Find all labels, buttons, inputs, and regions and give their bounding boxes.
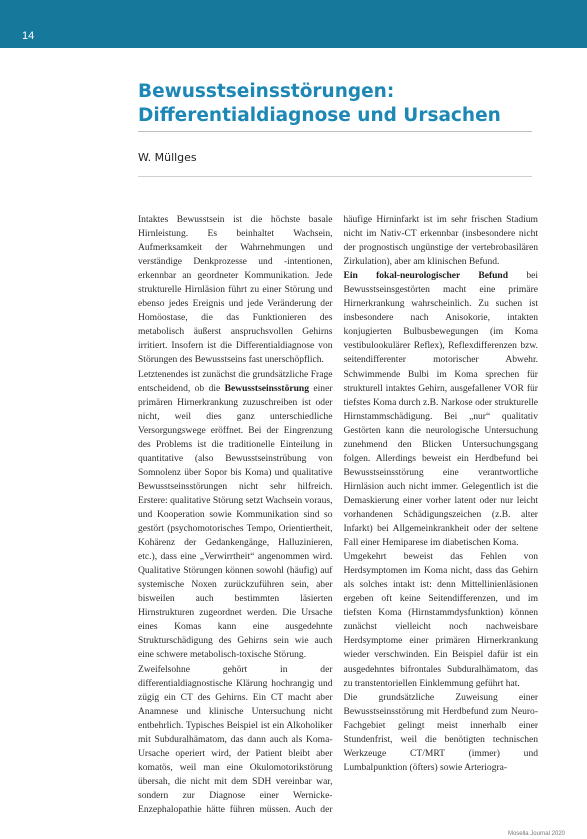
paragraph-2: Letztenendes ist zunächst die grundsätzliche Frage entscheidend, ob die Bewusstseinsstörung einer primären Hirnerkrankung zuzuschreiben ist oder nicht, weil dies ganz unterschiedliche Versorgungswege eröffnet. Bei der Eingrenzung des Problems ist die traditionelle Einteilung in quantitative (also Bewusstseinstrübung von Somnolenz über Sopor bis Koma) und qualitative Bewusstseinsstörungen nicht sehr hilfreich. Erstere: qualitative Störung setzt Wachsein voraus, und Kooperation sowie Kommunikation sind so gestört (psychomotorisches Tempo, Orientiertheit, Kohärenz der Gedankengänge, Halluzinieren, etc.), dass eine „Verwirrtheit“ angenommen wird. Qualitative Störungen können sowohl (häufig) auf systemische Noxen zurückzuführen sein, aber bisweilen auch bestimmten läsierten Hirnstrukturen zugeordnet werden. Die Ursache eines Komas kann eine ausgedehnte Strukturschädigung des Gehirns sein wie auch eine schwere metabolisch-toxische Störung.: [138, 368, 333, 661]
journal-footer: Mosella Journal 2020: [507, 831, 565, 837]
paragraph-4: Ein fokal-neurologischer Befund bei Bewusstseinsgestörten macht eine primäre Hirnerkrankung wahrscheinlich. Zu suchen ist insbesondere nach Anisokorie, intakten konjugierten Bulbusbewegungen (im Koma vestibulookulärer Reflex), Reflexdifferenzen bzw. seitendifferenter motorischer Abwehr. Schwimmende Bulbi im Koma sprechen für strukturell intaktes Gehirn, ausgefallener VOR für tiefstes Koma durch z.B. Narkose oder strukturelle Hirnstammschädigung. Bei „nur“ qualitativ Gestörten kann die neurologische Untersuchung zunehmend den Blicken Untersuchungsgang folgen. Allerdings beweist ein Herdbefund bei Bewusstseinsstörung eine verantwortliche Hirnläsion auch nicht immer. Gelegentlich ist die Demaskierung einer vorher latent oder nur leicht vorhandenen Schädigungszeichen (z.B. alter Infarkt) bei Allgemeinkrankheit oder der seltene Fall einer Hemiparese im diabetischen Koma.: [343, 270, 538, 549]
article-body: [138, 213, 538, 829]
page-number: 14: [22, 30, 35, 42]
article-title: [138, 80, 538, 128]
header-band: [0, 0, 587, 48]
paragraph-3: Zweifelsohne gehört in der differentialdiagnostische Klärung hochrangig und zügig ein CT des Gehirns. Ein CT macht aber Anamnese und klinische Untersuchung nicht entbehrlich. Typisches Beispiel ist ein Alkoholiker mit Subduralhämatom, das dann auch als Koma-Ursache operiert wird, der Patient bleibt aber komatös, weil man eine Okulomotorikstörung übersah, die nicht mit dem SDH vereinbar war, sondern zur Diagnose einer Wernicke-Enzephalopathie hätte führen müssen. Auch der häufige Hirninfarkt ist im sehr frischen Stadium nicht im Nativ-CT erkennbar (insbesondere nicht der prognostisch ungünstige der vertebrobasilären Zirkulation), aber am klinischen Befund.: [138, 214, 538, 815]
paragraph-6: Die grundsätzliche Zuweisung einer Bewusstseinsstörung mit Herdbefund zum Neuro-Fachgebiet gelingt meist innerhalb einer Stundenfrist, weil die benötigten technischen Werkzeuge CT/MRT (immer) und Lumbalpunktion (öfters) sowie Arteriogra-: [343, 691, 538, 773]
paragraph-5: Umgekehrt beweist das Fehlen von Herdsymptomen im Koma nicht, dass das Gehirn als solches intakt ist: denn Mittellinienläsionen ergeben oft keine Seitendifferenzen, und im tiefsten Koma (Hirnstammdysfunktion) können zunächst vielleicht noch nachweisbare Herdsymptome einer primären Hirnerkrankung wieder verschwinden. Ein Beispiel dafür ist ein ausgedehntes bifrontales Subduralhämatom, das zu transtentoriellen Einklemmung geführt hat.: [343, 551, 538, 689]
term-fokal-neurologischer-befund: Ein fokal-neurologischer Befund: [343, 270, 509, 282]
title-line-2: Differentialdiagnose und Ursachen: [138, 105, 501, 126]
title-line-1: Bewusstseinsstörungen:: [138, 81, 395, 102]
author-name: W. Müllges: [138, 151, 197, 164]
term-bewusstseinsstoerung: Bewusstseinsstörung: [224, 382, 310, 394]
paragraph-1: Intaktes Bewusstsein ist die höchste basale Hirnleistung. Es beinhaltet Wachsein, Aufmerksamkeit der Wahrnehmungen und verständige Denkprozesse und -intentionen, erkennbar an geordneter Kommunikation. Jede strukturelle Hirnläsion führt zu einer Störung und ebenso jedes Ereignis und jede Veränderung der Homöostase, die das Funktionieren des metabolisch äußerst anspruchsvollen Gehirns irritiert. Insofern ist die Differentialdiagnose von Störungen des Bewusstseins fast unerschöpflich.: [138, 214, 333, 366]
author-divider: [138, 176, 532, 177]
title-divider: [138, 131, 532, 132]
